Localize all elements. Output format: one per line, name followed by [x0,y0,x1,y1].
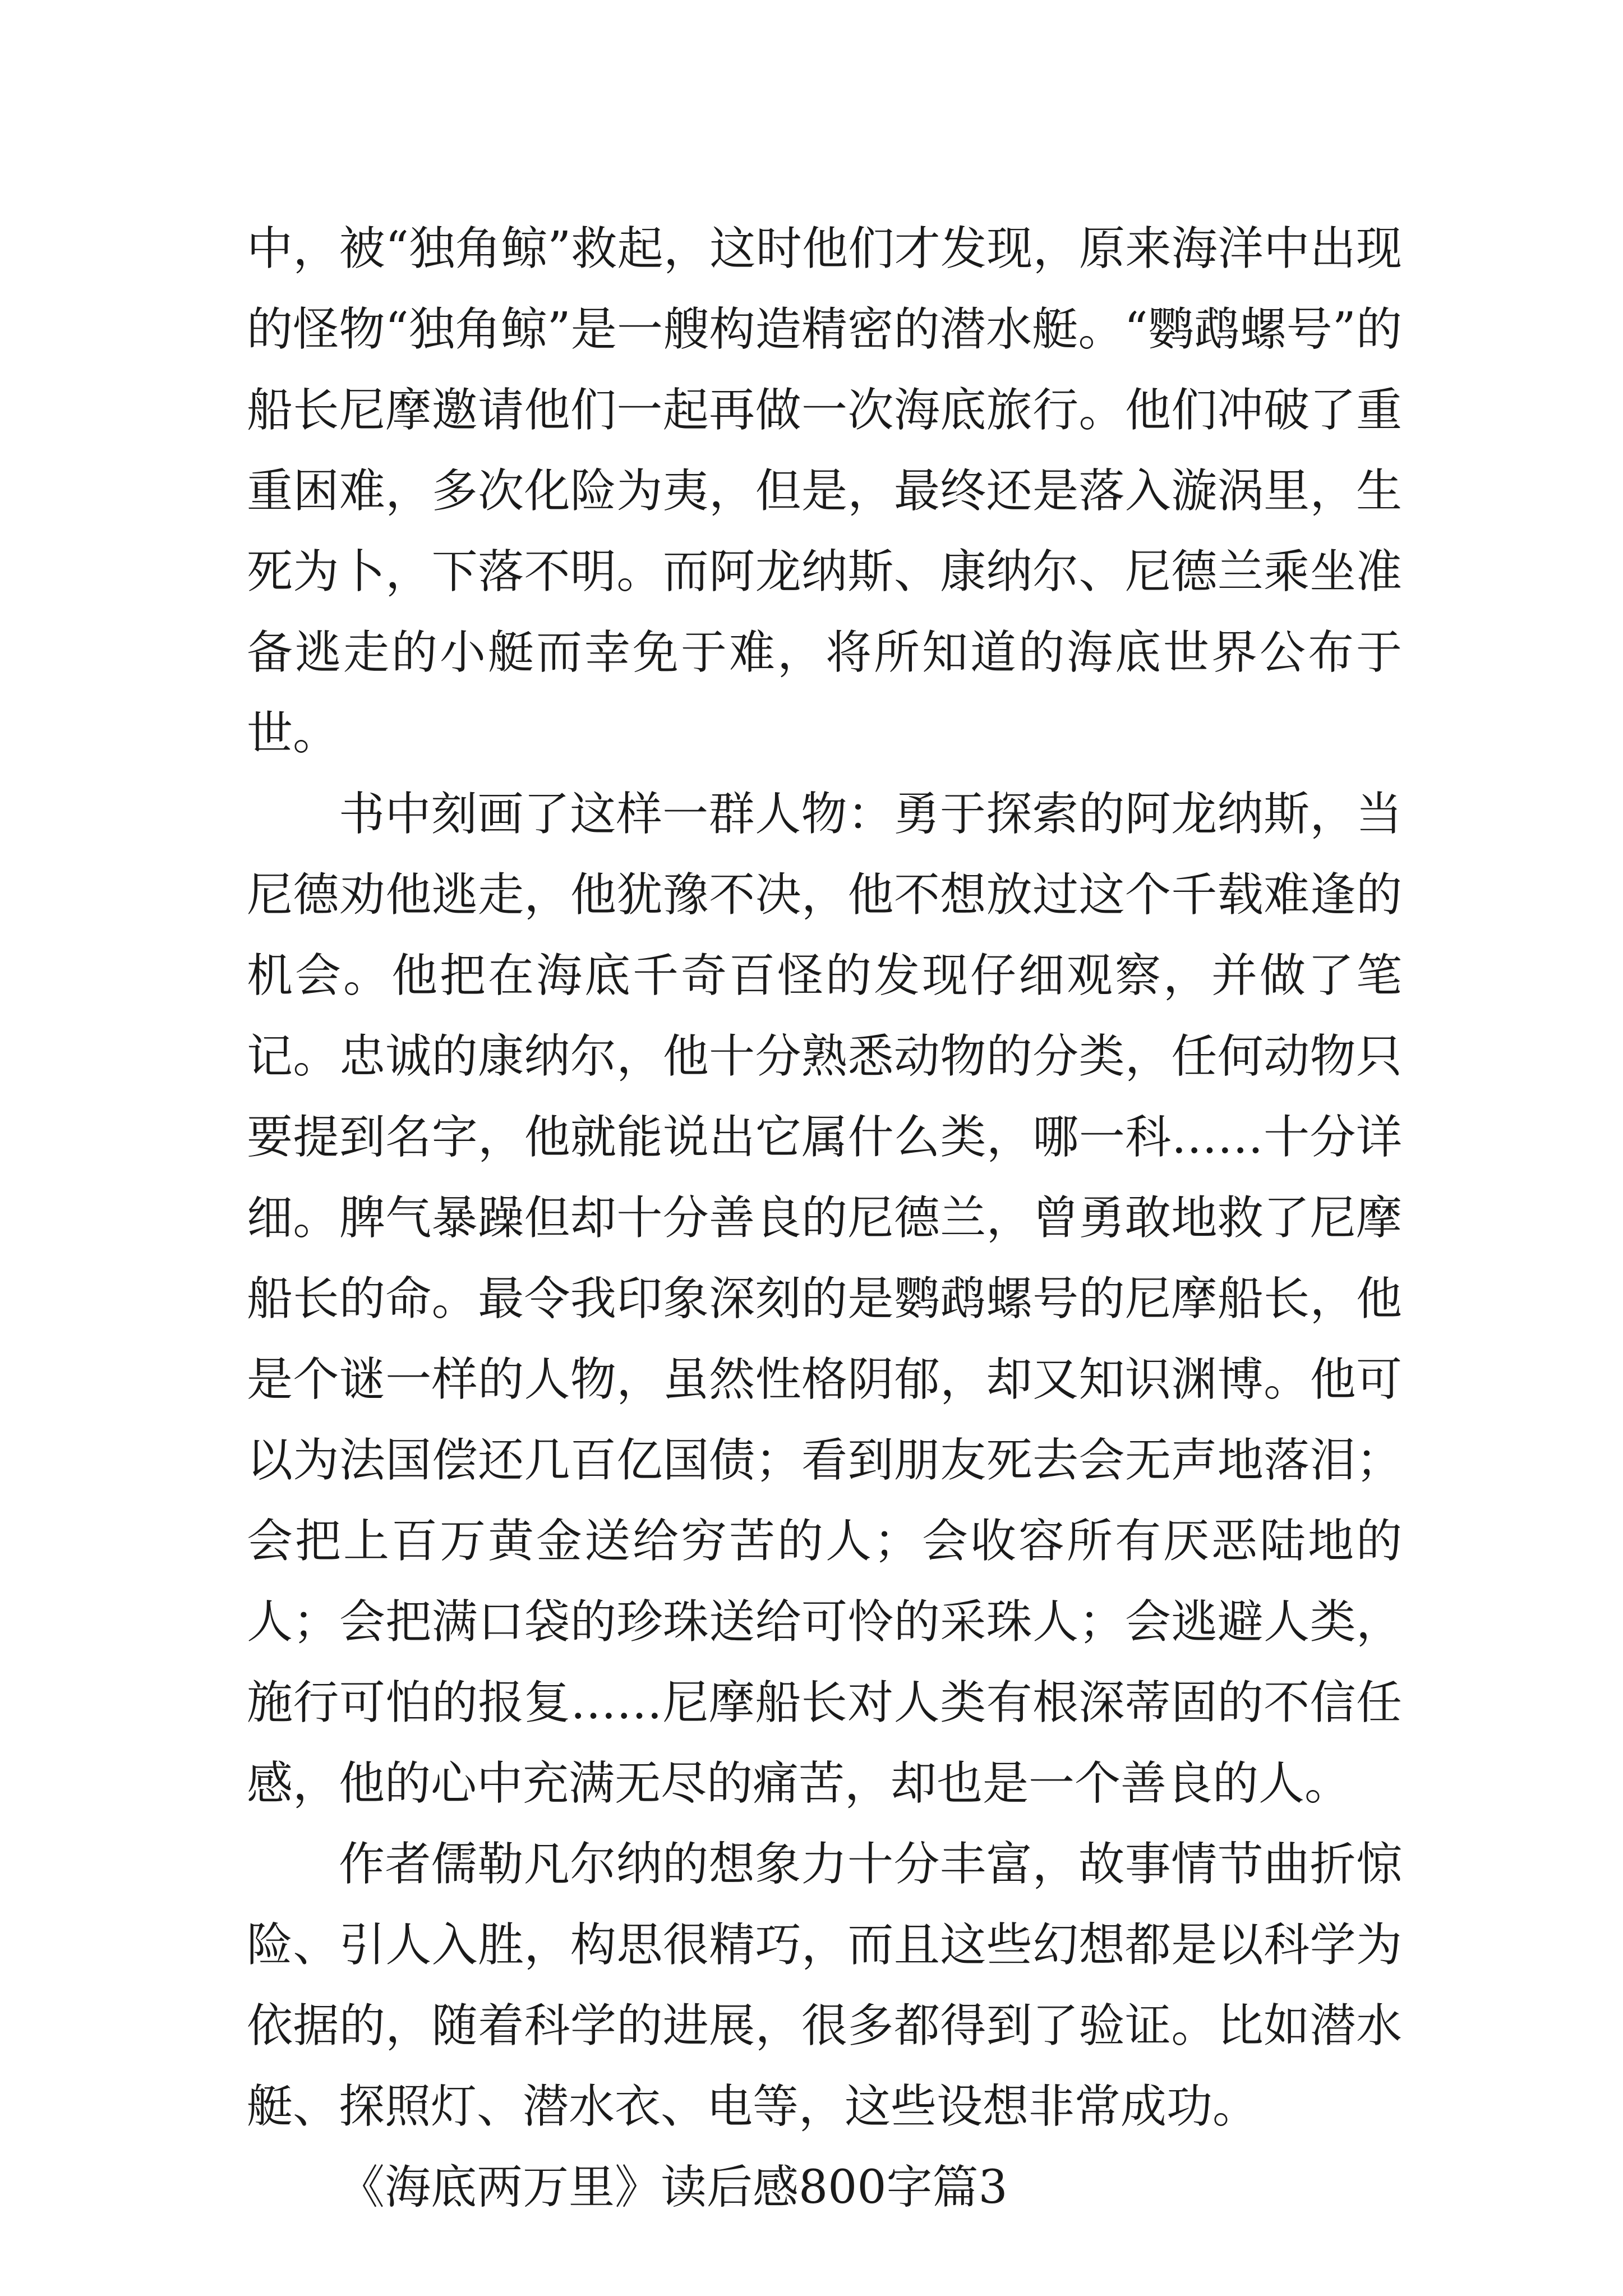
document-body [247,209,1402,2228]
section-heading: 《海底两万里》读后感800字篇3 [339,2161,1008,2214]
paragraph-2: 书中刻画了这样一群人物：勇于探索的阿龙纳斯，当尼德劝他逃走，他犹豫不决，他不想放过这个千载难逢的机会。他把在海底千奇百怪的发现仔细观察，并做了笔记。忠诚的康纳尔，他十分熟悉动物的分类，任何动物只要提到名字，他就能说出它属什么类，哪一科……十分详细。脾气暴躁但却十分善良的尼德兰，曾勇敢地救了尼摩船长的命。最令我印象深刻的是鹦鹉螺号的尼摩船长，他是个谜一样的人物，虽然性格阴郁，却又知识渊博。他可以为法国偿还几百亿国债；看到朋友死去会无声地落泪；会把上百万黄金送给穷苦的人；会收容所有厌恶陆地的人；会把满口袋的珍珠送给可怜的采珠人；会逃避人类，施行可怕的报复……尼摩船长对人类有根深蒂固的不信任感，他的心中充满无尽的痛苦，却也是一个善良的人。 [247,788,1402,1810]
paragraph-1: 中，被“独角鲸”救起，这时他们才发现，原来海洋中出现的怪物“独角鲸”是一艘构造精密的潜水艇。“鹦鹉螺号”的船长尼摩邀请他们一起再做一次海底旅行。他们冲破了重重困难，多次化险为夷，但是，最终还是落入漩涡里，生死为卜，下落不明。而阿龙纳斯、康纳尔、尼德兰乘坐准备逃走的小艇而幸免于难，将所知道的海底世界公布于世。 [247,222,1402,760]
paragraph-3: 作者儒勒凡尔纳的想象力十分丰富，故事情节曲折惊险、引人入胜，构思很精巧，而且这些幻想都是以科学为依据的，随着科学的进展，很多都得到了验证。比如潜水艇、探照灯、潜水衣、电等，这些设想非常成功。 [247,1838,1402,2133]
